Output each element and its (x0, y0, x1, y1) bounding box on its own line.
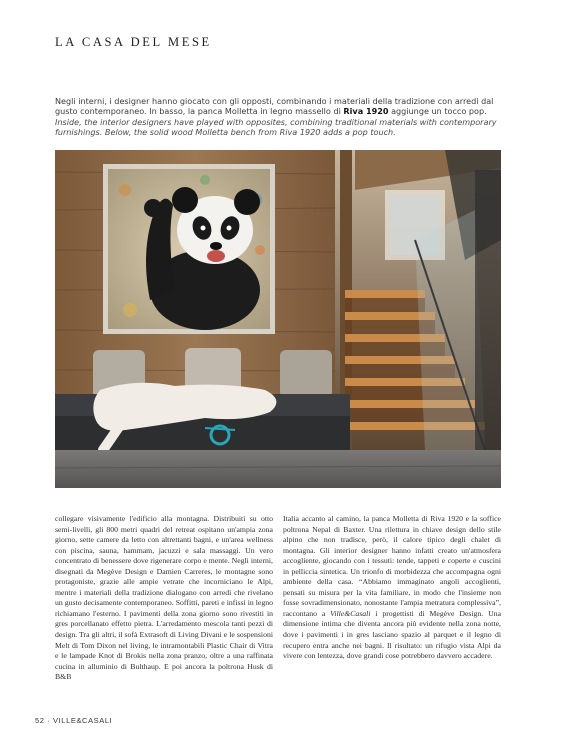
body-text-2b: i progettisti di Megève Design. Una dimensione intima che diventa ancora più evidente nella zona notte, dove i pavimenti i in gres lasciano spazio al parquet e il legno di recupero entra anche nei bagni. Il risultato: un rifugio vista Alpi da vivere con lentezza, dove grandi cose potrebbero davvero accadere. (283, 608, 502, 661)
body-text-1: collegare visivamente l'edificio alla montagna. Distribuiti su otto semi-livelli, gli 800 metri quadri del retreat ospitano un'ampia zona giorno, sette camere da letto con altrettanti bagni, e un'area wellness con piscina, sauna, hammam, jacuzzi e sala massaggi. Un vero concentrato di benessere dove rigenerare corpo e mente. Negli interni, disegnati da Megève Design e Damien Carreres, le montagne sono protagoniste, grazie alle ampie vetrate che incorniciano le Alpi, mentre i materiali della tradizione dialogano con arredi che rivelano un gusto decisamente contemporaneo. Soffitti, pareti e infissi in legno richiamano l'esterno. I pavimenti della zona giorno sono rivestiti in gres porcellanato effetto pietra. L'arredamento mescola tanti pezzi di design. Tra gli altri, il sofà Extrasoft di Living Divani e le sospensioni Melt di Tom Dixon nel living, le intramontabili Plastic Chair di Vitra e le lampade Knot di Brokis nella zona pranzo, oltre a una raffinata cucina in alluminio di Bulthaup. E poi ancora la poltrona Husk di B&B (55, 514, 273, 682)
section-title: LA CASA DEL MESE (55, 35, 212, 49)
magazine-name: VILLE&CASALI (53, 716, 113, 725)
magazine-name-inline: Ville&Casali (330, 608, 371, 618)
interior-photo (55, 150, 501, 488)
body-column-1 (55, 514, 273, 683)
intro-caption (55, 96, 505, 138)
page-footer (35, 716, 112, 725)
body-text-2a: Italia accanto al camino, la panca Molletta di Riva 1920 e la soffice poltrona Nepal di Baxter. Una rilettura in chiave design dello stile alpino che non tradisce, però, il calore tipico degli chalet di montagna. Gli interior designer hanno infatti creato un'atmosfera accogliente, giocando con i tessuti: tende, tappeti e coperte e cuscini in pelliccia sintetica. Un trionfo di morbidezza che accompagna ogni ambiente della casa. “Abbiamo immaginato angoli accoglienti, pensati su misura per la vita familiare, in modo che l'insieme non fosse sovradimensionato, nonostante l'ampia metratura complessiva”, raccontano a (283, 514, 501, 618)
body-text-2 (283, 514, 501, 662)
footer-separator: · (44, 716, 54, 725)
caption-italian-end: aggiunge un tocco pop. (388, 106, 487, 117)
caption-italian (55, 96, 505, 117)
caption-english: Inside, the interior designers have played with opposites, combining traditional materials with contemporary furnishings. Below, the solid wood Molletta bench from Riva 1920 adds a pop touch. (55, 116, 497, 138)
caption-brand: Riva 1920 (343, 106, 389, 117)
body-column-2 (283, 514, 501, 662)
stone-floor (55, 450, 501, 488)
caption-italian-text: Negli interni, i designer hanno giocato con gli opposti, combinando i materiali della tradizione con arredi dal gusto contemporaneo. In basso, la panca Molletta in legno massello di (55, 96, 494, 117)
page-number: 52 (35, 716, 45, 725)
